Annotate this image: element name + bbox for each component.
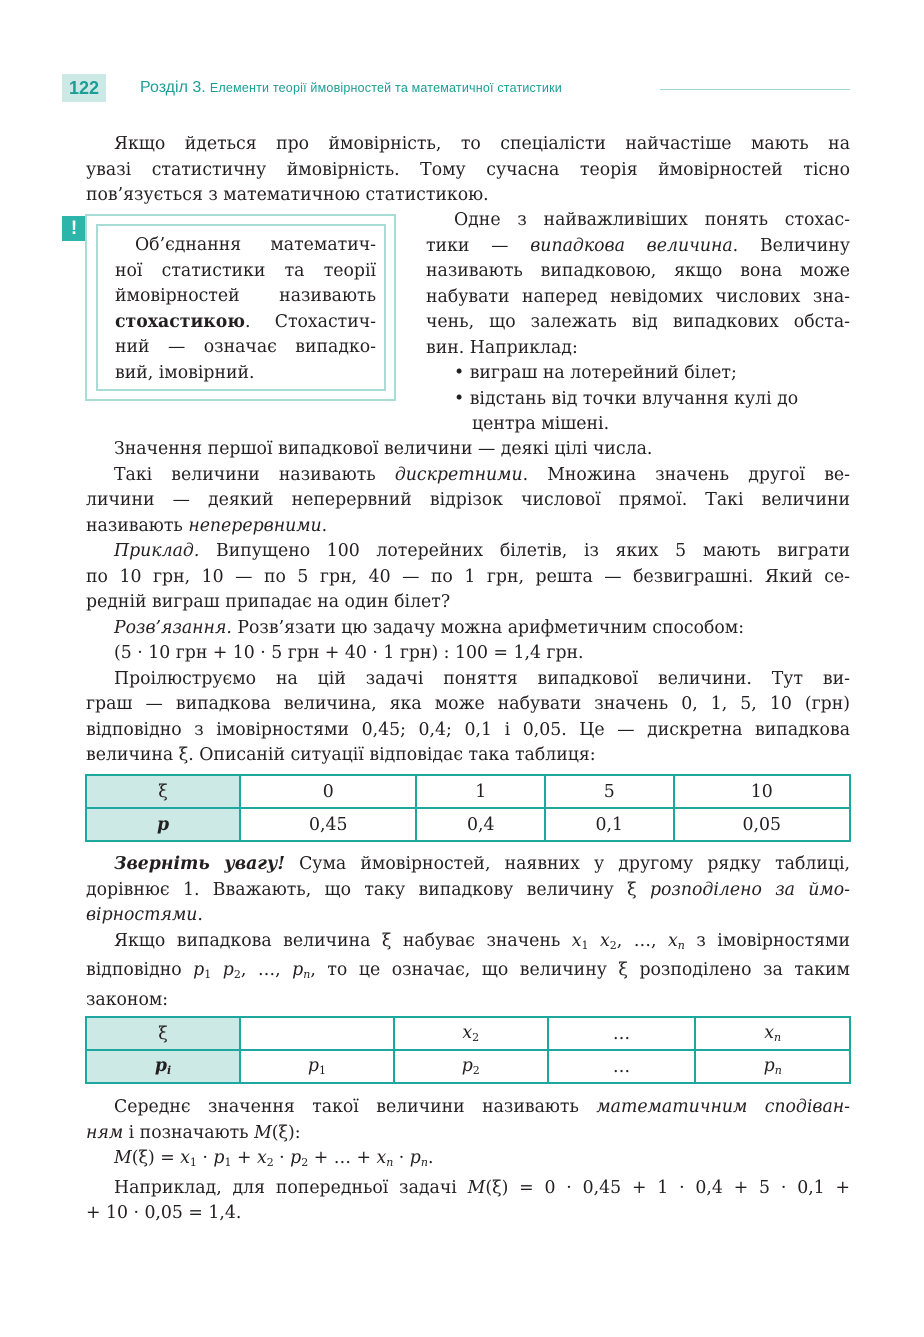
text-line: вин. Наприклад: — [426, 337, 578, 358]
text-line: увазі статистичну ймовірність. Тому сучасна теорія ймовірностей тісно — [86, 159, 850, 180]
chapter-title: Елементи теорії ймовірностей та математичної статистики — [209, 81, 562, 95]
bullet-item: • відстань від точки влучання кулі до — [454, 388, 799, 409]
table-cell: $p_n$ — [695, 1050, 850, 1083]
body-text-3: Середнє значення такої величини називають математичним сподіван- ням і позначають M(ξ): $M(\xi) = x_1 \cdot p_1 + x_2 \cdot p_2$ + … + $x_n \cdot p_n$. Наприклад, для попередньої задачі M(ξ) = 0 · 0,45 + 1 · 0,4 + 5 · 0,1 + + 10 · 0,05 = 1,4. — [86, 1095, 850, 1227]
table-header-cell: ξ — [86, 1017, 240, 1050]
note-line: ний — означає випадко- — [115, 337, 376, 357]
chapter-label: Розділ 3. — [140, 79, 206, 96]
example-label: Приклад. — [114, 541, 200, 561]
text-line: відповідно з імовірностями 0,45; 0,4; 0,1 і 0,05. Це — дискретна випадкова — [86, 719, 850, 740]
attention-label: Зверніть увагу! — [114, 854, 285, 874]
text-line: Проілюструємо на цій задачі поняття випадкової величини. Тут ви- — [114, 668, 850, 689]
body-text: Значення першої випадкової величини — деякі цілі числа. Такі величини називають дискретними. Множина значень другої ве- личини — деякий неперервний відрізок числової прямої. Такі величини називають неперервними. Приклад. Випущено 100 лотерейних білетів, із яких 5 мають виграти по 10 грн, 10 — по 5 грн, 40 — по 1 грн, решта — безвиграшні. Який се- редній виграш припадає на один білет? Розв’язання. Розв’язати цю задачу можна арифметичним способом: (5 · 10 грн + 10 · 5 грн + 40 · 1 грн) : 100 = 1,4 грн. Проілюструємо на цій задачі поняття випадкової величини. Тут ви- граш — випадкова величина, яка може набувати значень 0, 1, 5, 10 (грн) відповідно з імовірностями 0,45; 0,4; 0,1 і 0,05. Це — дискретна випадкова величина ξ. Описаній ситуації відповідає така таблиця: — [86, 437, 850, 769]
text-line: пов’язується з математичною статистикою. — [86, 185, 489, 205]
page-header — [62, 74, 852, 104]
table-cell: 0,1 — [545, 808, 674, 841]
note-line: ної статистики та теорії — [115, 260, 376, 281]
text-line: Якщо йдеться про ймовірність, то спеціалісти найчастіше мають на — [114, 134, 850, 154]
table-cell: … — [548, 1050, 696, 1083]
table-cell: $x_2$ — [394, 1017, 548, 1050]
table-cell: 0,4 — [416, 808, 545, 841]
chapter-heading — [140, 78, 562, 98]
distribution-table-general — [85, 1016, 851, 1084]
bullet-icon: • — [454, 363, 470, 383]
bullet-item: • виграш на лотерейний білет; — [454, 363, 737, 383]
solution-label: Розв’язання. — [114, 617, 232, 638]
text-line: редній виграш припадає на один білет? — [86, 592, 451, 612]
note-line: ймовірностей називають — [115, 286, 376, 306]
table-row — [86, 1017, 850, 1050]
text-line: законом: — [86, 989, 169, 1010]
paragraph-integer: Значення першої випадкової величини — деякі цілі числа. — [114, 439, 653, 459]
table-row — [86, 808, 850, 841]
table-cell: 0,05 — [674, 808, 851, 841]
text-line: називають випадковою, якщо вона може — [426, 261, 850, 281]
expected-value-formula: $M(\xi) = x_1 \cdot p_1 + x_2 \cdot p_2$ + … + $x_n \cdot p_n$. — [114, 1148, 434, 1169]
note-term: стохастикою — [115, 311, 246, 332]
text-line: чень, що залежать від випадкових обста- — [426, 312, 850, 332]
text-line: личини — деякий неперервний відрізок числової прямої. Такі величини — [86, 490, 850, 510]
bullet-continuation: центра мішені. — [472, 414, 610, 434]
table-cell: 0 — [240, 775, 416, 808]
table-cell: 10 — [674, 775, 851, 808]
body-text-2: Зверніть увагу! Сума ймовірностей, наявних у другому рядку таблиці, дорівнює 1. Вважають, що таку випадкову величину ξ розподілено за ймо- вірностями. Якщо випадкова величина ξ набуває значень $x_1$ $x_2$, …, $x_n$ з імовірностями відповідно $p_1$ $p_2$, …, $p_n$, то це означає, що величину ξ розподілено за таким законом: — [86, 852, 850, 1013]
table-cell: 5 — [545, 775, 674, 808]
table-cell: $p_1$ — [240, 1050, 394, 1083]
table-row — [86, 775, 850, 808]
table-row — [86, 1050, 850, 1083]
table-header-cell: $p_i$ — [86, 1050, 240, 1083]
text-line: набувати наперед невідомих числових зна- — [426, 286, 850, 307]
paragraph-random-variable: Одне з найважливіших понять стохас- тики — випадкова величина. Величину називають випадковою, якщо вона може набувати наперед невідомих числових зна- чень, що залежать від випадкових обста- вин. Наприклад: • виграш на лотерейний білет; • відстань від точки влучання кулі до центра мішені. — [426, 208, 850, 438]
text-line: + 10 · 0,05 = 1,4. — [86, 1203, 242, 1223]
header-rule — [660, 89, 850, 90]
table-header-cell: p — [86, 808, 240, 841]
note-line: вий, імовірний. — [115, 362, 255, 383]
term-expected-value: математичним сподіван- — [596, 1097, 850, 1117]
term-continuous: неперервними — [188, 515, 322, 536]
page-number: 122 — [62, 74, 106, 102]
table-cell: $x_n$ — [695, 1017, 850, 1050]
table-cell: … — [548, 1017, 696, 1050]
table-header-cell: ξ — [86, 775, 240, 808]
bullet-icon: • — [454, 388, 470, 409]
term-discrete: дискретними — [394, 464, 523, 485]
text-line: граш — випадкова величина, яка може набувати значень 0, 1, 5, 10 (грн) — [86, 694, 850, 714]
note-line: Об’єднання математич- — [135, 235, 376, 255]
table-cell: 0,45 — [240, 808, 416, 841]
table-cell: $p_2$ — [394, 1050, 548, 1083]
text-line: величина ξ. Описаній ситуації відповідає така таблиця: — [86, 745, 596, 765]
text-line: Одне з найважливіших понять стохас- — [454, 210, 850, 230]
exclamation-icon: ! — [62, 216, 86, 241]
table-cell: 1 — [416, 775, 545, 808]
table-cell — [240, 1017, 394, 1050]
text-line: по 10 грн, 10 — по 5 грн, 40 — по 1 грн, решта — безвиграшні. Який се- — [86, 566, 850, 587]
solution-formula: (5 · 10 грн + 10 · 5 грн + 40 · 1 грн) : 100 = 1,4 грн. — [114, 643, 584, 663]
paragraph-intro — [86, 132, 850, 209]
note-text: Об’єднання математич- ної статистики та теорії ймовірностей називають стохастикою. Стохастич- ний — означає випадко- вий, імовірний. — [115, 233, 376, 386]
distribution-table-example — [85, 774, 851, 842]
term-random-variable: випадкова величина — [530, 235, 733, 256]
